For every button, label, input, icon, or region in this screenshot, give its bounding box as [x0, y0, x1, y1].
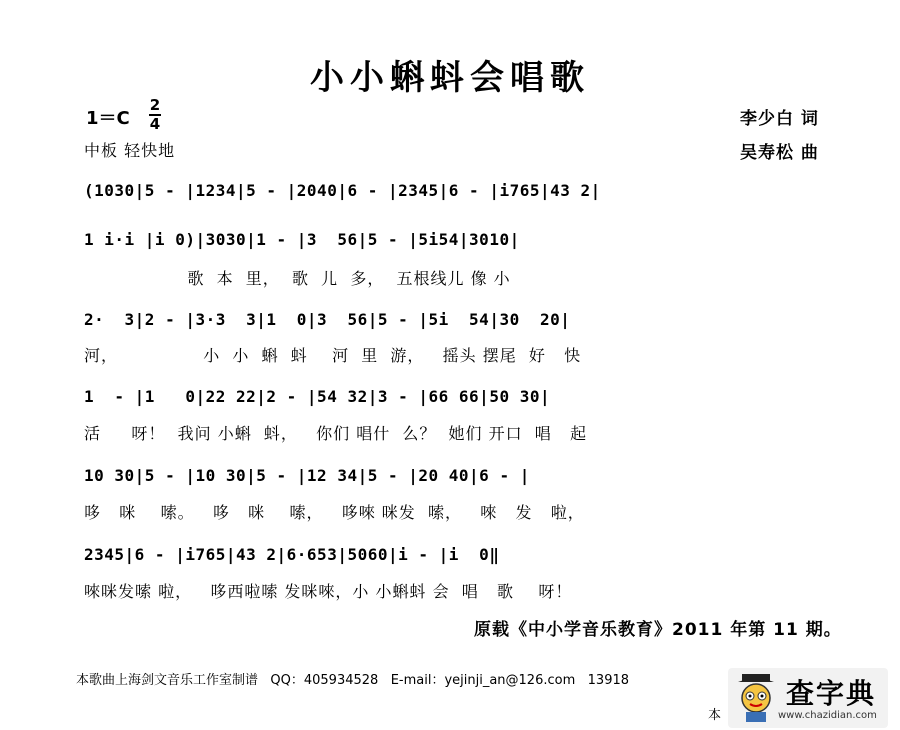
watermark-logo [728, 668, 888, 728]
notation-row-4: 1 - |1 0|22 22|2 - |54 32|3 - |66 66|50 30| [84, 387, 551, 406]
mascot-icon [734, 672, 778, 724]
tempo-marking: 中板 轻快地 [84, 141, 176, 160]
lyrics-row-5: 哆 咪 嗦。 哆 咪 嗦， 哆唻 咪发 嗦， 唻 发 啦， [84, 503, 585, 522]
notation-row-5: 10 30|5 - |10 30|5 - |12 34|5 - |20 40|6 - | [84, 466, 530, 485]
footer-credits: 本歌曲上海剑文音乐工作室制谱 QQ：405934528 E-mail：yejinji_an@126.com 13918 [76, 673, 630, 688]
song-title: 小小蝌蚪会唱歌 [310, 58, 590, 98]
lyrics-row-2: 歌 本 里， 歌 儿 多， 五根线儿 像 小 [84, 269, 511, 288]
lyrics-row-6: 唻咪发嗦 啦， 哆西啦嗦 发咪唻，小 小蝌蚪 会 唱 歌 呀！ [84, 582, 573, 601]
lyrics-row-3: 河， 小 小 蝌 蚪 河 里 游， 摇头 摆尾 好 快 [84, 346, 582, 365]
time-signature-top: 2 [149, 96, 161, 114]
key-signature: 1＝C [86, 108, 130, 129]
lyrics-row-4: 活 呀！ 我问 小蝌 蚪， 你们 唱什 么？ 她们 开口 唱 起 [84, 424, 588, 443]
notation-row-6: 2345|6 - |i765|43 2|6·653|5060|i - |i 0‖ [84, 545, 500, 564]
notation-row-1: (1030|5 - |1234|5 - |2040|6 - |2345|6 - |i765|43 2| [84, 181, 601, 200]
logo-url: www.chazidian.com [778, 710, 877, 721]
time-signature-bottom: 4 [149, 115, 161, 133]
time-signature [148, 97, 162, 133]
notation-row-2: 1 i·i |i 0)|3030|1 - |3 56|5 - |5i54|3010| [84, 230, 520, 249]
lyricist-credit: 李少白 词 [740, 109, 819, 129]
logo-wordmark: 查字典 [786, 677, 877, 710]
footer-fragment: 本 [708, 708, 722, 723]
source-note: 原载《中小学音乐教育》2011 年第 11 期。 [474, 620, 842, 640]
composer-credit: 吴寿松 曲 [740, 143, 819, 163]
notation-row-3: 2· 3|2 - |3·3 3|1 0|3 56|5 - |5i 54|30 20| [84, 310, 571, 329]
